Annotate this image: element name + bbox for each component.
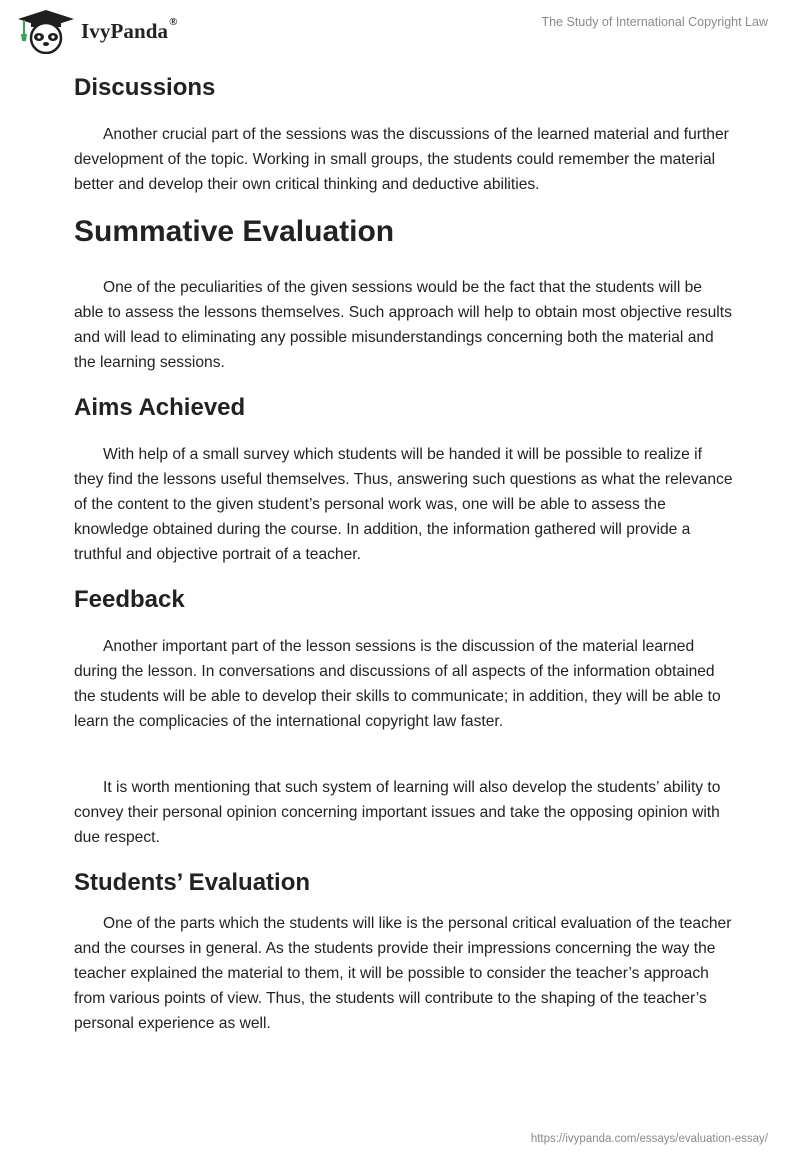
paragraph-summative-1: One of the peculiarities of the given sessions would be the fact that the students will be able to assess the lessons themselves. Such approach will help to obtain most objective results and will lead to eliminating any possible misunderstandings concerning both the material and the learning sessions.	[74, 279, 732, 371]
heading-summative-evaluation: Summative Evaluation	[74, 215, 395, 248]
panda-graduate-icon	[16, 8, 76, 54]
registered-mark: ®	[169, 15, 178, 28]
brand-logo[interactable]	[16, 8, 178, 54]
paragraph-aims-1: With help of a small survey which students will be handed it will be possible to realize if they find the lessons useful themselves. Thus, answering such questions as what the relevance of the content to the given student’s personal work was, one will be able to assess the knowledge obtained during the course. In addition, the information gathered will provide a truthful and objective portrait of a teacher.	[74, 446, 733, 563]
heading-discussions: Discussions	[74, 74, 216, 101]
paragraph-students-1: One of the parts which the students will like is the personal critical evaluation of the teacher and the courses in general. As the students provide their impressions concerning the way the teacher explained the material to them, it will be possible to consider the teacher’s approach from various points of view. Thus, the students will contribute to the shaping of the teacher’s personal experience as well.	[74, 915, 732, 1032]
paragraph-feedback-2: It is worth mentioning that such system of learning will also develop the students’ ability to convey their personal opinion concerning important issues and take the opposing opinion with due respect.	[74, 779, 721, 846]
heading-feedback: Feedback	[74, 586, 185, 613]
page-header	[0, 0, 800, 62]
document-title: The Study of International Copyright Law	[541, 15, 768, 29]
heading-students-evaluation: Students’ Evaluation	[74, 869, 311, 896]
brand-name: IvyPanda	[81, 18, 169, 43]
heading-aims-achieved: Aims Achieved	[74, 394, 246, 421]
paragraph-feedback-1: Another important part of the lesson sessions is the discussion of the material learned during the lesson. In conversations and discussions of all aspects of the information obtained the students will be able to develop their skills to communicate; in addition, they will be able to learn the complicacies of the international copyright law faster.	[74, 638, 721, 730]
source-url[interactable]: https://ivypanda.com/essays/evaluation-essay/	[530, 1133, 768, 1145]
paragraph-discussions-1: Another crucial part of the sessions was the discussions of the learned material and further development of the topic. Working in small groups, the students could remember the material better and develop their own critical thinking and deductive abilities.	[74, 126, 729, 193]
